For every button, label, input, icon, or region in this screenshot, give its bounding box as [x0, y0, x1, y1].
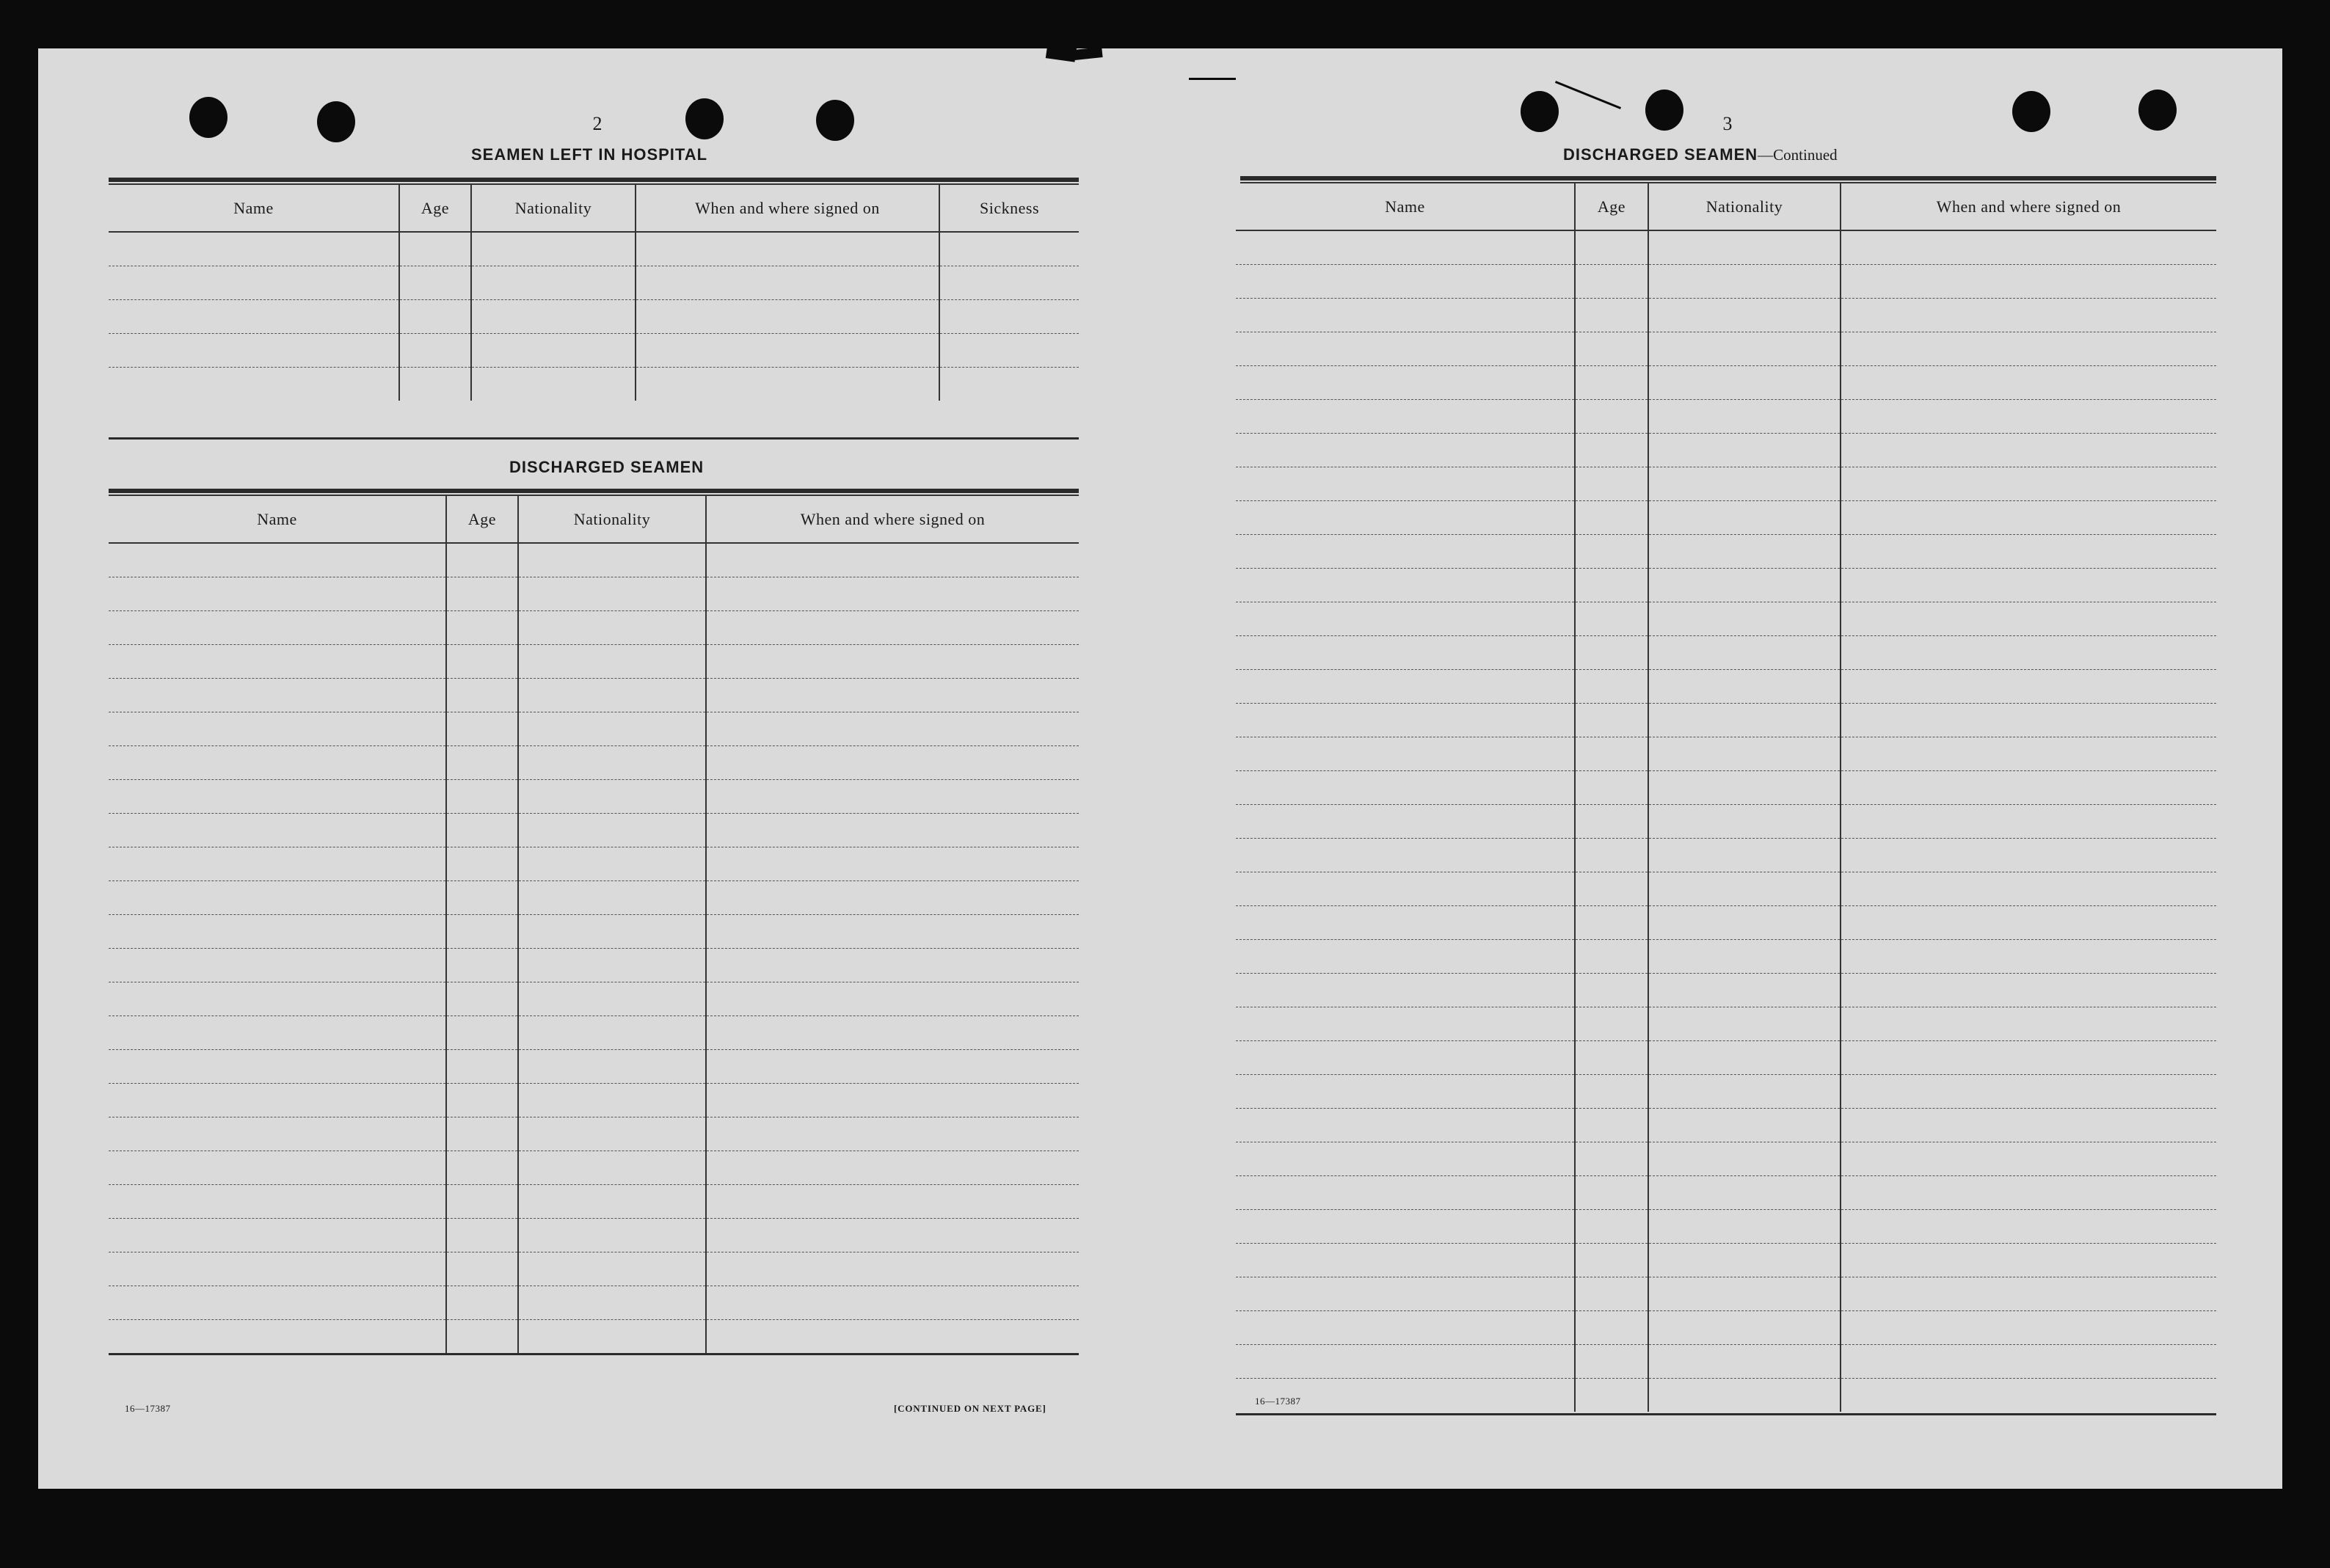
table-row — [1236, 1277, 2216, 1310]
column-header-nationality: Nationality — [518, 496, 706, 543]
column-header-signed-on: When and where signed on — [1841, 183, 2216, 230]
table-row — [1236, 433, 2216, 467]
table-row — [109, 1252, 1079, 1286]
hospital-section-title: SEAMEN LEFT IN HOSPITAL — [471, 145, 708, 164]
rule — [1236, 1413, 2216, 1415]
rule — [1240, 176, 2216, 180]
table-row — [1236, 939, 2216, 973]
column-header-signed-on: When and where signed on — [706, 496, 1079, 543]
form-code: 16—17387 — [1255, 1396, 1301, 1407]
table-row — [1236, 365, 2216, 399]
section-title-text: DISCHARGED SEAMEN — [1563, 145, 1758, 164]
column-header-name: Name — [1236, 183, 1575, 230]
table-row — [109, 1286, 1079, 1319]
table-row — [109, 299, 1079, 333]
table-row — [1236, 1344, 2216, 1378]
continued-note: [CONTINUED ON NEXT PAGE] — [894, 1403, 1046, 1414]
table-row — [109, 1049, 1079, 1083]
table-row — [109, 644, 1079, 678]
table-row — [109, 982, 1079, 1015]
table-row — [1236, 838, 2216, 872]
table-row — [109, 678, 1079, 712]
table-row — [1236, 1142, 2216, 1175]
table-row — [1236, 872, 2216, 905]
table-row — [109, 266, 1079, 299]
form-code: 16—17387 — [125, 1403, 171, 1414]
table-row — [109, 745, 1079, 779]
column-header-nationality: Nationality — [471, 185, 636, 232]
rule — [109, 437, 1079, 440]
table-row — [109, 367, 1079, 401]
table-row — [1236, 1175, 2216, 1209]
discharged-continued-section-title — [1563, 145, 1838, 164]
punch-hole — [189, 97, 227, 138]
hospital-table — [109, 185, 1079, 401]
table-row — [1236, 635, 2216, 669]
table-row — [1236, 669, 2216, 703]
table-row — [109, 813, 1079, 847]
table-row — [109, 610, 1079, 644]
column-header-sickness: Sickness — [939, 185, 1079, 232]
section-title-suffix: —Continued — [1758, 146, 1838, 164]
column-header-age: Age — [446, 496, 518, 543]
column-header-name: Name — [109, 185, 399, 232]
column-header-signed-on: When and where signed on — [636, 185, 939, 232]
scan-mark-stroke — [1555, 81, 1621, 109]
table-row — [109, 914, 1079, 948]
column-header-nationality: Nationality — [1648, 183, 1841, 230]
table-row — [1236, 568, 2216, 602]
table-row — [109, 948, 1079, 982]
page-number: 3 — [1722, 113, 1733, 134]
table-row — [1236, 500, 2216, 534]
table-row — [1236, 602, 2216, 635]
scan-mark-dash — [1189, 78, 1236, 80]
punch-hole — [1645, 90, 1683, 131]
table-row — [109, 880, 1079, 914]
table-row — [1236, 467, 2216, 500]
table-row — [1236, 905, 2216, 939]
table-row — [1236, 1310, 2216, 1344]
punch-hole — [2012, 91, 2050, 132]
punch-hole — [685, 98, 724, 139]
table-row — [1236, 1108, 2216, 1142]
table-row — [1236, 1243, 2216, 1277]
discharged-table — [109, 496, 1079, 1353]
table-row — [109, 1184, 1079, 1218]
table-row — [1236, 332, 2216, 365]
table-row — [109, 1151, 1079, 1184]
table-row — [109, 847, 1079, 880]
punch-hole — [816, 100, 854, 141]
table-row — [1236, 1378, 2216, 1412]
column-header-name: Name — [109, 496, 446, 543]
page-number: 2 — [592, 113, 602, 134]
table-row — [1236, 264, 2216, 298]
table-row — [109, 543, 1079, 577]
column-header-age: Age — [1575, 183, 1648, 230]
table-row — [1236, 1209, 2216, 1243]
table-row — [1236, 1040, 2216, 1074]
table-row — [109, 1015, 1079, 1049]
discharged-section-title: DISCHARGED SEAMEN — [509, 458, 705, 476]
table-row — [1236, 1007, 2216, 1040]
scanned-form-sheet — [38, 48, 2282, 1489]
table-row — [109, 1083, 1079, 1117]
rule — [109, 1353, 1079, 1355]
punch-hole — [1521, 91, 1559, 132]
table-row — [109, 333, 1079, 367]
table-row — [1236, 703, 2216, 737]
rule — [109, 489, 1079, 493]
rule — [109, 178, 1079, 182]
table-row — [1236, 770, 2216, 804]
table-row — [1236, 973, 2216, 1007]
table-row — [109, 577, 1079, 610]
table-row — [1236, 534, 2216, 568]
table-row — [1236, 230, 2216, 264]
table-row — [1236, 1074, 2216, 1108]
table-row — [109, 232, 1079, 266]
table-row — [1236, 804, 2216, 838]
table-row — [1236, 298, 2216, 332]
scan-tear-mark — [1046, 43, 1077, 62]
table-row — [109, 1117, 1079, 1151]
punch-hole — [2138, 90, 2177, 131]
table-row — [1236, 737, 2216, 770]
table-row — [109, 712, 1079, 745]
discharged-continued-table — [1236, 183, 2216, 1412]
scan-tear-mark — [1074, 47, 1102, 60]
table-row — [109, 1319, 1079, 1353]
punch-hole — [317, 101, 355, 142]
column-header-age: Age — [399, 185, 471, 232]
table-row — [109, 1218, 1079, 1252]
table-row — [1236, 399, 2216, 433]
table-row — [109, 779, 1079, 813]
